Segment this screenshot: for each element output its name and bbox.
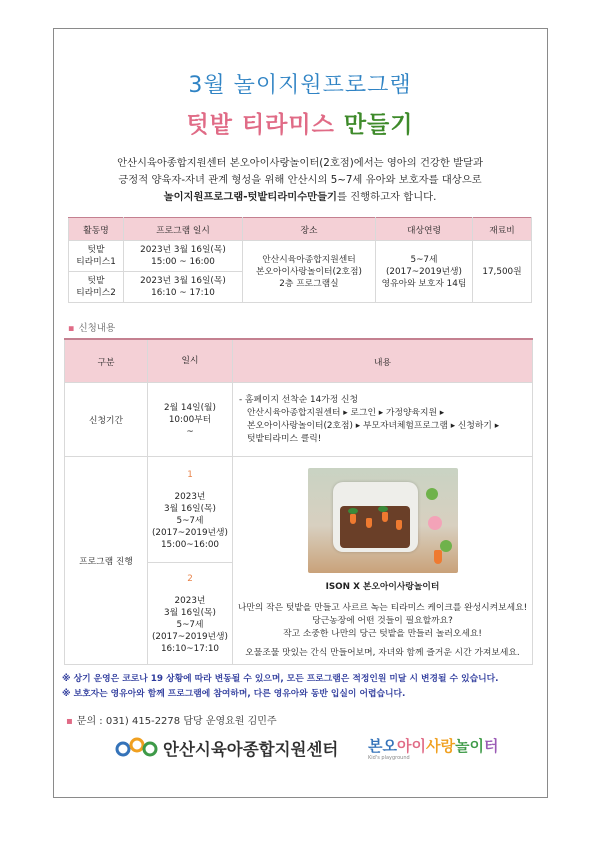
description-line: 나만의 작은 텃밭을 만들고 사르르 녹는 티라미스 케이크를 완성시켜보세요! [237,602,528,613]
activity-date: 2023년 3월 16일(목) [140,245,226,255]
header-category: 구분 [65,339,148,383]
note-line: ※ 상기 운영은 코로나 19 상황에 따라 변동될 수 있으며, 모든 프로그램은 적정인원 미달 시 변경될 수 있습니다. [62,674,499,684]
footer-logos [115,733,515,761]
carrot-icon [366,518,372,528]
activity-time: 16:10 ~ 17:10 [151,288,215,298]
table-row [65,383,533,457]
plant-shape [426,488,438,500]
playground-subtitle: Kid's playground [368,755,410,761]
activity-name [69,241,124,272]
program-content [233,457,533,665]
tiramisu-photo [308,468,458,573]
table-row [69,241,532,272]
page-title: 3월 놀이지원프로그램 [188,73,412,98]
activity-name-line: 텃밭 [87,245,105,255]
apply-line: - 홈페이지 선착순 14가정 신청 [239,394,359,405]
carrot-icon [382,512,388,522]
apply-table [64,338,533,665]
notes [62,672,542,702]
activity-name-line: 티라미스1 [76,257,116,267]
center-name: 안산시육아종합지원센터 [163,740,339,759]
activity-name-line: 티라미스2 [76,288,116,298]
note-line: ※ 보호자는 영유아와 함께 프로그램에 참여하며, 다른 영유아와 동반 입실이 어렵습니다. [62,689,406,699]
place-line: 2층 프로그램실 [279,278,339,289]
intro-line-3 [70,189,530,206]
logo-part: 터 [483,737,499,755]
collab-brand: ISON X 본오아이사랑놀이터 [325,581,440,592]
bullet-icon: ▪ [66,716,73,727]
session-line: (2017~2019년생) [151,527,228,538]
apply-line: 안산시육아종합지원센터 ▸ 로그인 ▸ 가정양육지원 ▸ [247,407,445,418]
session-line: 16:10~17:10 [160,643,220,654]
session-number: 2 [187,573,193,584]
program-table [68,217,532,303]
apply-line: 텃밭티라미스 클릭! [247,433,322,444]
page-subtitle [0,106,600,139]
apply-date-line: 2월 14일(월) [164,402,216,413]
carrot-icon [434,550,442,564]
program-table-header [69,218,532,241]
carrot-icon [396,520,402,530]
header-content: 내용 [233,339,533,383]
activity-datetime [124,241,243,272]
header-activity: 활동명 [69,218,124,241]
session-line: 5~7세 [176,515,204,526]
header-date: 일시 [148,339,233,383]
session-line: 15:00~16:00 [160,539,220,550]
logo-part: 사랑 [425,737,455,755]
session-line: (2017~2019년생) [151,631,228,642]
apply-table-header [65,339,533,383]
center-logo-icon [115,735,159,759]
apply-line: 본오아이사랑놀이터(2호점) ▸ 부모자녀체험프로그램 ▸ 신청하기 ▸ [247,420,500,431]
session-line: 2023년 [174,491,206,502]
program-run-label: 프로그램 진행 [65,457,148,665]
place-line: 안산시육아종합지원센터 [262,254,356,265]
age-line: 영유아와 보호자 14팀 [381,278,467,289]
activity-name-line: 텃밭 [87,276,105,286]
activity-datetime [124,272,243,303]
header-age: 대상연령 [376,218,473,241]
apply-period-date [148,383,233,457]
apply-date-line: ~ [186,426,194,437]
carrot-icon [350,514,356,524]
subtitle-green: 만들기 [343,112,414,138]
activity-fee: 17,500원 [473,241,532,303]
activity-time: 15:00 ~ 16:00 [151,257,215,267]
decoration-shape [428,516,442,530]
session-line: 3월 16일(목) [164,503,216,514]
contact-text: 문의 : 031) 415-2278 담당 운영요원 김민주 [76,716,277,727]
activity-date: 2023년 3월 16일(목) [140,276,226,286]
place-line: 본오아이사랑놀이터(2호점) [256,266,362,277]
header-datetime: 프로그램 일시 [124,218,243,241]
activity-name [69,272,124,303]
intro-program-name: 놀이지원프로그램-텃밭티라미수만들기 [163,191,338,203]
subtitle-pink: 텃밭 티라미스 [186,112,335,138]
age-line: 5~7세 [410,254,438,265]
section-heading [68,320,115,334]
logo-part: 아이 [396,737,426,755]
playground-logo [368,735,498,756]
apply-instructions [233,383,533,457]
description-line: 작고 소중한 나만의 당근 텃밭을 만들러 놀러오세요! [283,628,482,639]
session-number: 1 [187,469,193,480]
apply-date-line: 10:00부터 [168,414,212,425]
bullet-icon: ▪ [68,323,75,334]
contact-info [66,712,277,727]
intro-line-1: 안산시육아종합지원센터 본오아이사랑놀이터(2호점)에서는 영아의 건강한 발달과 [117,157,483,169]
intro-line-3-rest: 를 진행하고자 합니다. [337,191,437,203]
description-line: 오물조물 맛있는 간식 만들어보며, 자녀와 함께 즐거운 시간 가져보세요. [245,647,520,658]
session-1 [148,457,233,563]
logo-part: 본오 [368,737,397,755]
logo-part: 놀이 [454,737,484,755]
intro-line-2: 긍정적 양육자-자녀 관계 형성을 위해 안산시의 5~7세 유아와 보호자를 대상으로 [118,174,482,186]
section-title: 신청내용 [78,323,116,334]
leaf-icon [378,506,388,512]
activity-age [376,241,473,303]
session-line: 2023년 [174,595,206,606]
age-line: (2017~2019년생) [385,266,462,277]
header-fee: 재료비 [473,218,532,241]
apply-period-label: 신청기간 [65,383,148,457]
session-2 [148,563,233,665]
table-row [65,457,533,563]
leaf-icon [348,508,358,514]
header-place: 장소 [243,218,376,241]
description-line: 당근농장에 어떤 것들이 필요할까요? [312,615,453,626]
session-line: 3월 16일(목) [164,607,216,618]
intro-text [70,155,530,206]
session-line: 5~7세 [176,619,204,630]
activity-place [243,241,376,303]
